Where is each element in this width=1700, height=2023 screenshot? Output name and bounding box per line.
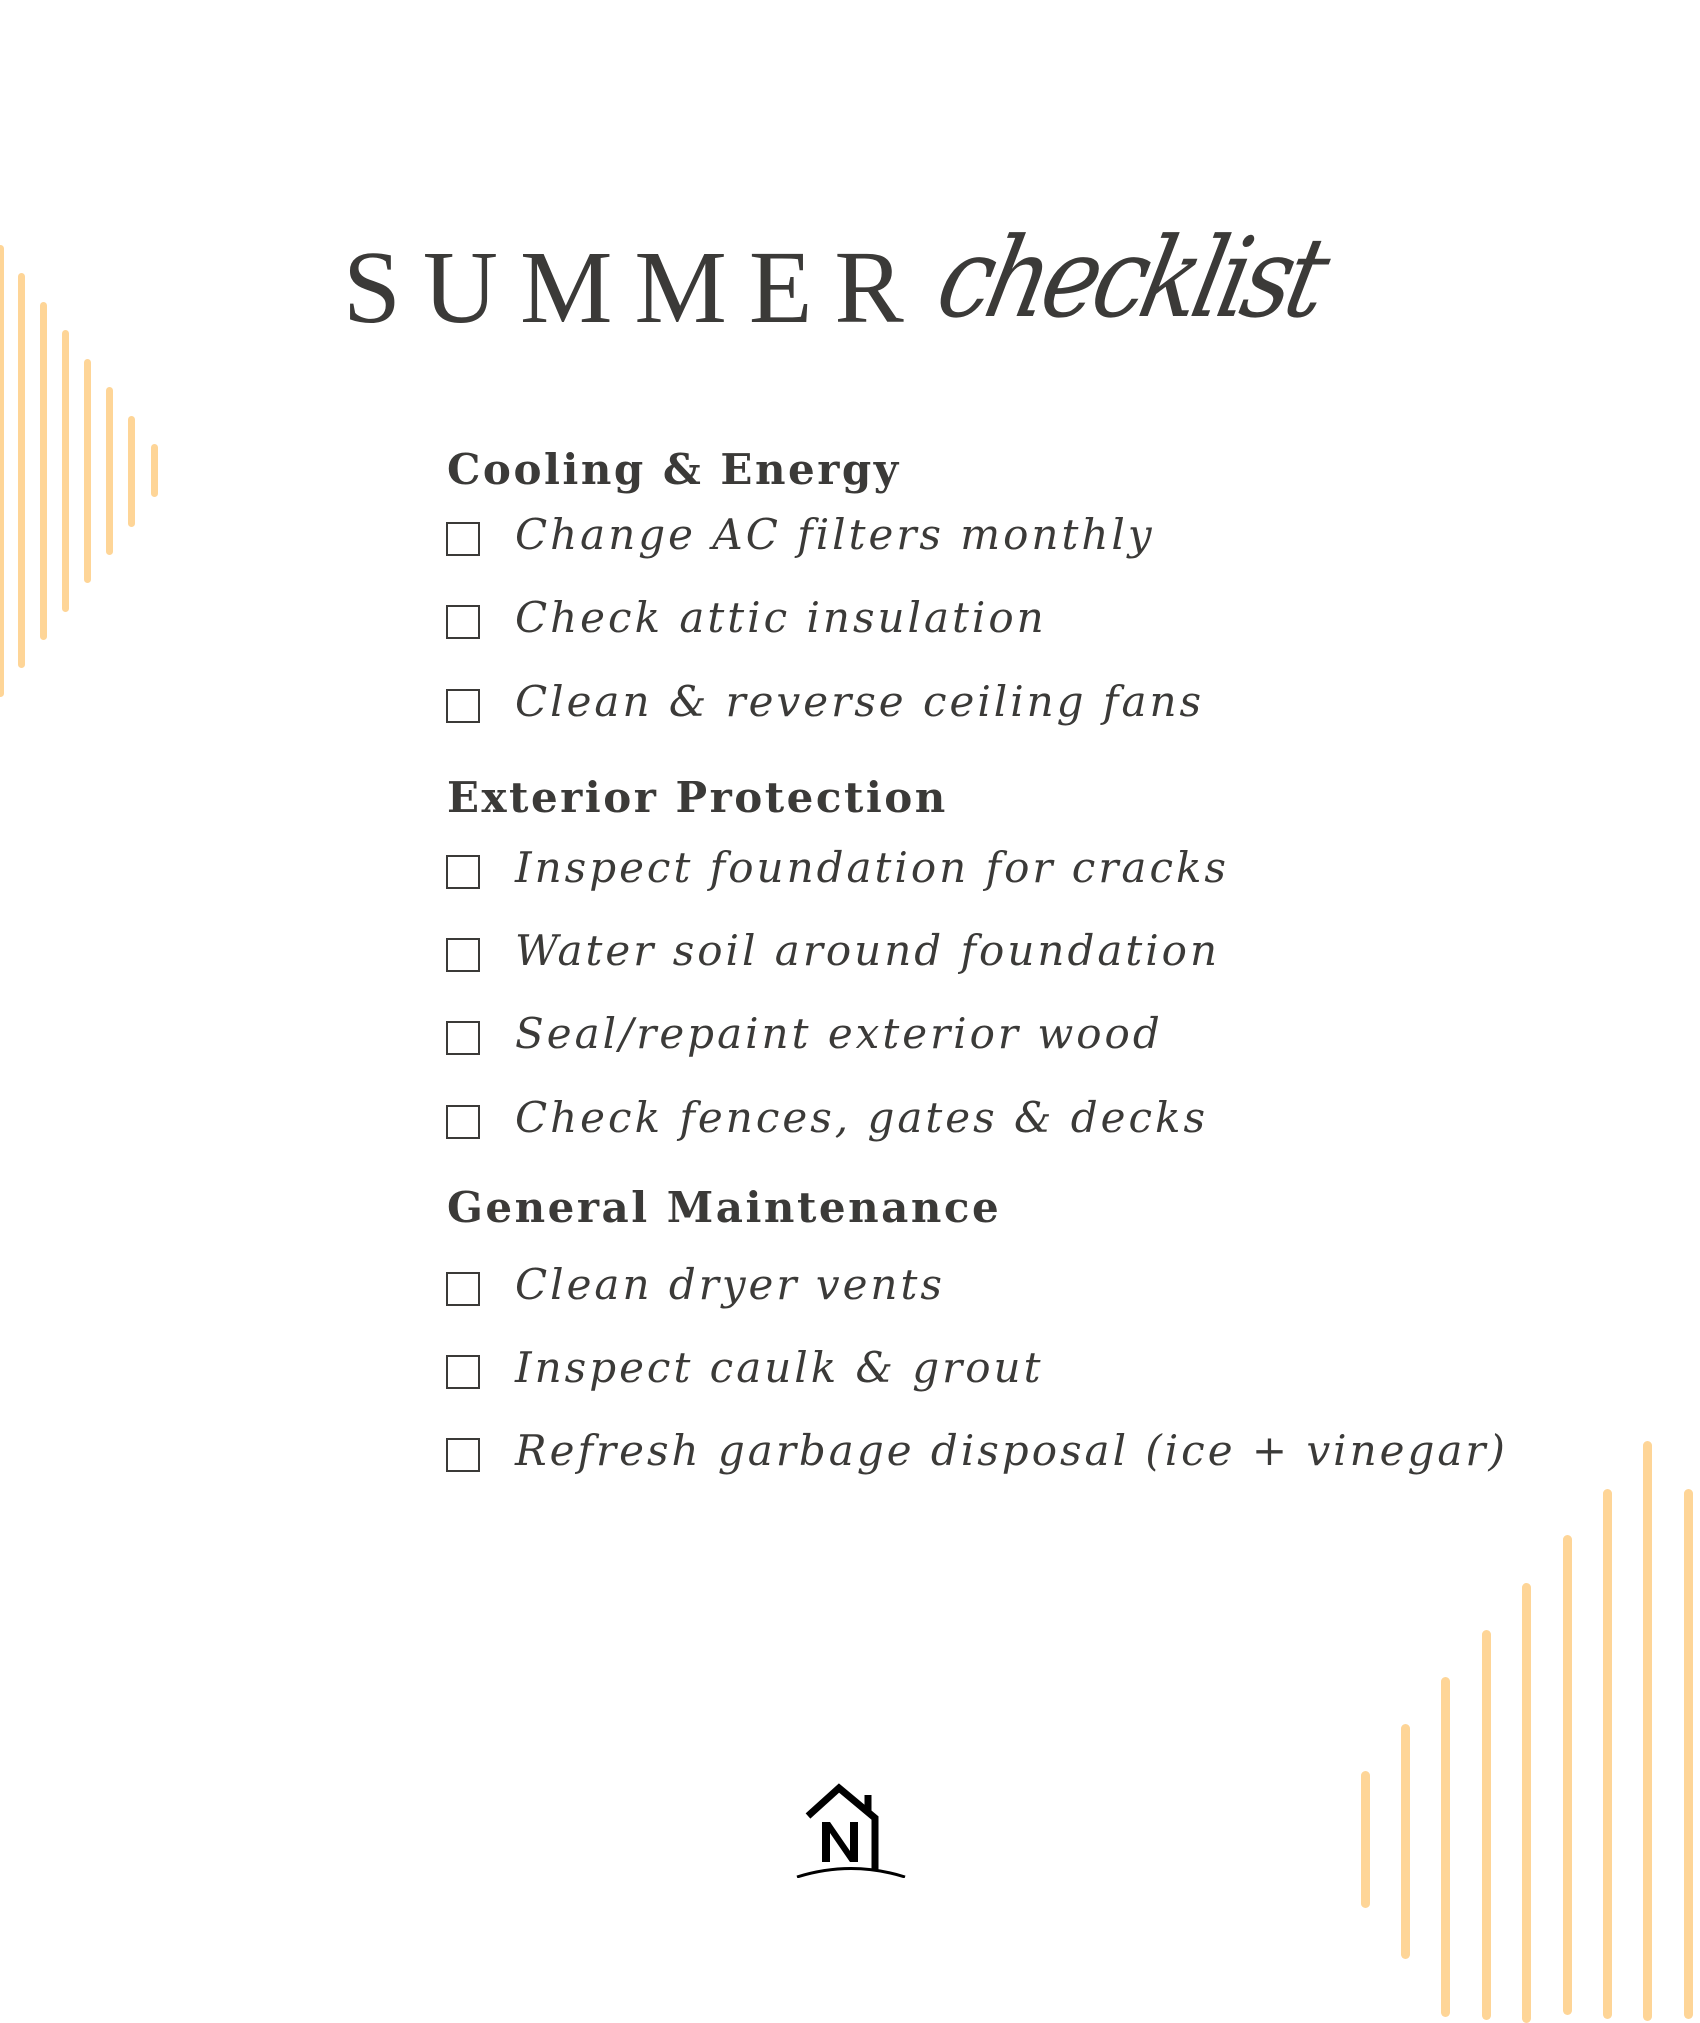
checkbox[interactable]: [446, 522, 480, 556]
decor-bar: [1643, 1441, 1652, 2021]
decor-bar: [1441, 1677, 1450, 2017]
checklist-item-label: Refresh garbage disposal (ice + vinegar): [515, 1426, 1508, 1475]
decor-bar: [1603, 1489, 1612, 2019]
checkbox[interactable]: [446, 689, 480, 723]
checklist-item-label: Change AC filters monthly: [515, 510, 1155, 559]
decor-bar: [62, 330, 69, 612]
checklist-item-label: Inspect foundation for cracks: [515, 843, 1229, 892]
title-summer: SUMMER: [343, 230, 926, 345]
checkbox[interactable]: [446, 1272, 480, 1306]
checklist-item-label: Check fences, gates & decks: [515, 1093, 1209, 1142]
decor-bar: [1361, 1771, 1370, 1908]
decor-bar: [1684, 1489, 1693, 2019]
checklist-item[interactable]: [446, 1006, 1163, 1062]
decor-bar: [40, 302, 47, 640]
checklist-item-label: Clean & reverse ceiling fans: [515, 677, 1205, 726]
decor-bar: [0, 245, 4, 697]
title-checklist-script: checklist: [927, 213, 1335, 343]
decor-bar: [1522, 1583, 1531, 2023]
checkbox[interactable]: [446, 1105, 480, 1139]
checklist-item-label: Inspect caulk & grout: [515, 1343, 1044, 1392]
checkbox[interactable]: [446, 855, 480, 889]
checklist-item[interactable]: [446, 1090, 1208, 1146]
checklist-item-label: Seal/repaint exterior wood: [515, 1009, 1163, 1058]
checklist-item[interactable]: [446, 1257, 945, 1313]
checkbox[interactable]: [446, 938, 480, 972]
checklist-item-label: Check attic insulation: [515, 593, 1047, 642]
checkbox[interactable]: [446, 1021, 480, 1055]
checklist-item-label: Water soil around foundation: [515, 926, 1221, 975]
decor-bar: [128, 416, 135, 527]
checklist-item[interactable]: [446, 674, 1204, 730]
section-heading-cooling-energy: Cooling & Energy: [447, 445, 901, 494]
checkbox[interactable]: [446, 1355, 480, 1389]
checklist-item[interactable]: [446, 923, 1220, 979]
checklist-item[interactable]: [446, 1423, 1508, 1479]
section-heading-exterior-protection: Exterior Protection: [447, 773, 948, 822]
section-heading-general-maintenance: General Maintenance: [447, 1183, 1002, 1232]
checkbox[interactable]: [446, 1438, 480, 1472]
decor-bar: [1482, 1630, 1491, 2020]
checklist-item[interactable]: [446, 1340, 1043, 1396]
decor-bar: [1563, 1535, 1572, 2015]
checklist-item[interactable]: [446, 840, 1229, 896]
decor-bar: [106, 387, 113, 555]
decor-bar: [151, 444, 158, 497]
decor-bar: [18, 273, 25, 668]
checklist-item[interactable]: [446, 590, 1047, 646]
checklist-item[interactable]: [446, 507, 1155, 563]
decor-bar: [1401, 1724, 1410, 1959]
checkbox[interactable]: [446, 605, 480, 639]
decor-bar: [84, 359, 91, 583]
checklist-item-label: Clean dryer vents: [515, 1260, 945, 1309]
house-n-logo-icon: [795, 1778, 907, 1878]
